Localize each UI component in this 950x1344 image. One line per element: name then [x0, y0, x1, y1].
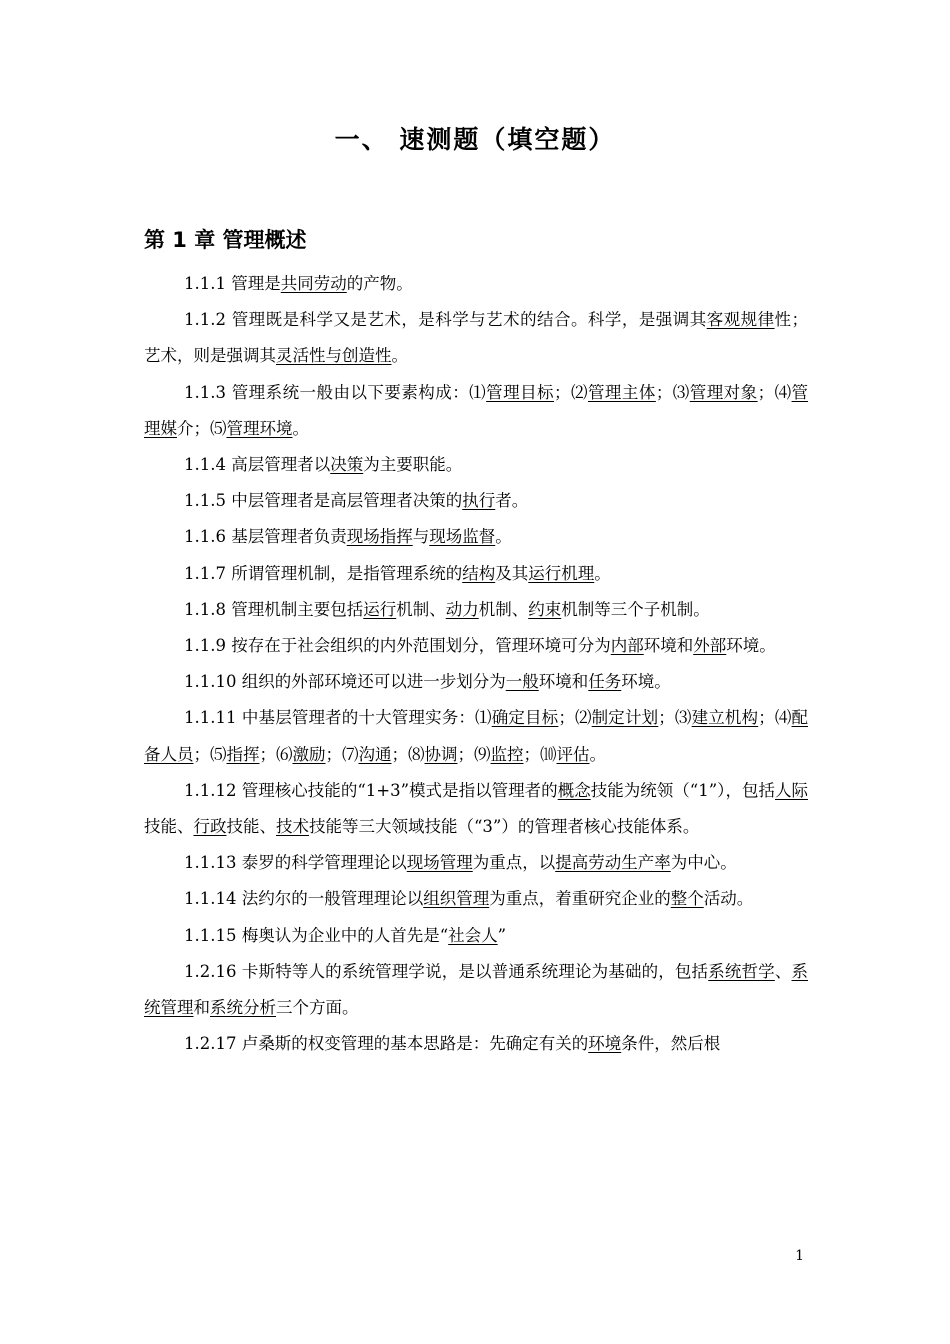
- question-text: 1.1.1 管理是: [184, 274, 281, 293]
- question-text: 与: [412, 527, 430, 547]
- blank-answer: 约束: [528, 599, 562, 619]
- question-text: 1.2.17 卢桑斯的权变管理的基本思路是：先确定有关的: [184, 1034, 589, 1054]
- blank-answer: 环境: [588, 1034, 622, 1054]
- question-text: 者。: [495, 491, 529, 511]
- blank-answer: 任务: [588, 672, 622, 692]
- blank-answer: 人际: [775, 780, 809, 800]
- chapter-heading: 第 1 章 管理概述: [144, 228, 307, 252]
- question-text: ；⑶: [655, 382, 690, 402]
- question-text: ；⑽: [523, 744, 557, 764]
- blank-answer: 技术: [276, 817, 309, 837]
- blank-answer: 行政: [193, 817, 227, 837]
- question-text: 为重点，着重研究企业的: [489, 889, 671, 909]
- blank-answer: 动力: [445, 599, 479, 619]
- question-text: 为重点，以: [472, 853, 556, 873]
- question-text: 机制等三个子机制。: [561, 599, 710, 619]
- page-number: 1: [795, 1248, 804, 1264]
- question-text: 为中心。: [670, 853, 737, 873]
- blank-answer: 确定目标: [491, 708, 559, 728]
- question-text: 性；艺术，则是强调其: [144, 310, 809, 366]
- question-text: 。: [292, 418, 309, 438]
- blank-answer: 社会人: [448, 925, 498, 945]
- blank-answer: 运行: [363, 599, 397, 619]
- blank-answer: 一般: [505, 672, 539, 692]
- blank-answer: 系统分析: [210, 998, 276, 1018]
- question-text: ”: [497, 925, 507, 945]
- question-item: [144, 664, 808, 700]
- question-text: 环境和: [538, 672, 589, 692]
- question-item: [144, 592, 808, 628]
- question-item: [144, 375, 808, 447]
- question-text: 1.1.12 管理核心技能的“1+3”模式是指以管理者的: [184, 780, 558, 800]
- question-text: 条件，然后根: [621, 1034, 721, 1054]
- question-text: 1.1.5 中层管理者是高层管理者决策的: [184, 491, 463, 511]
- question-item: [144, 1026, 808, 1062]
- blank-answer: 管理媒: [144, 382, 809, 438]
- blank-answer: 概念: [557, 780, 591, 800]
- blank-answer: 协调: [424, 744, 458, 764]
- question-text: 1.1.10 组织的外部环境还可以进一步划分为: [184, 672, 506, 692]
- blank-answer: 现场管理: [406, 853, 473, 873]
- question-item: [144, 954, 808, 1026]
- question-item: [144, 628, 808, 664]
- blank-answer: 监控: [490, 744, 524, 764]
- question-item: [144, 483, 808, 519]
- question-text: ；⑷: [757, 382, 792, 402]
- question-text: 1.2.16 卡斯特等人的系统管理学说，是以普通系统理论为基础的，包括: [184, 961, 709, 981]
- blank-answer: 指挥: [226, 744, 260, 764]
- blank-answer: 现场监督: [429, 527, 496, 547]
- question-text: ；⑹: [259, 744, 293, 764]
- blank-answer: 整个: [670, 889, 704, 909]
- question-text: 1.1.2 管理既是科学又是艺术，是科学与艺术的结合。科学，是强调其: [184, 310, 707, 330]
- question-item: [144, 700, 808, 772]
- question-text: ；⑸: [193, 744, 227, 764]
- question-item: [144, 302, 808, 374]
- blank-answer: 系统管理: [144, 961, 808, 1018]
- page-number-container: [0, 1248, 950, 1264]
- question-text: ；⑶: [658, 708, 692, 728]
- question-item: [144, 845, 808, 881]
- question-text: 环境和: [643, 636, 694, 656]
- blank-answer: 管理主体: [587, 382, 656, 402]
- question-text: 为主要职能。: [363, 455, 463, 475]
- blank-answer: 管理环境: [226, 418, 293, 438]
- question-text: 1.1.9 按存在于社会组织的内外范围划分，管理环境可分为: [184, 636, 611, 656]
- blank-answer: 评估: [556, 744, 590, 764]
- question-item: [144, 519, 808, 555]
- question-text: 环境。: [621, 672, 671, 692]
- question-text: 。: [391, 346, 408, 366]
- blank-answer: 管理目标: [486, 382, 555, 402]
- question-text: 机制、: [396, 599, 446, 619]
- page-title: 一、 速测题（填空题）: [334, 125, 616, 154]
- question-text: 。: [495, 527, 512, 547]
- question-text: 、: [774, 961, 792, 981]
- question-text: 1.1.8 管理机制主要包括: [184, 599, 364, 619]
- question-text: 环境。: [726, 636, 776, 656]
- question-text: 技能、: [226, 817, 276, 837]
- question-text: 1.1.6 基层管理者负责: [184, 527, 347, 547]
- blank-answer: 建立机构: [691, 708, 759, 728]
- question-item: [144, 447, 808, 483]
- question-text: ；⑷: [758, 708, 792, 728]
- blank-answer: 管理对象: [689, 382, 758, 402]
- question-text: 。: [589, 744, 606, 764]
- question-text: ；⑻: [391, 744, 425, 764]
- blank-answer: 决策: [330, 455, 364, 475]
- blank-answer: 激励: [292, 744, 326, 764]
- question-text: 1.1.7 所谓管理机制，是指管理系统的: [184, 563, 463, 583]
- blank-answer: 灵活性与创造性: [276, 346, 392, 366]
- question-text: 1.1.15 梅奥认为企业中的人首先是“: [184, 925, 449, 945]
- blank-answer: 组织管理: [423, 889, 490, 909]
- question-text: ；⑵: [554, 382, 588, 402]
- question-text: 机制、: [478, 599, 529, 619]
- question-text: 及其: [495, 563, 529, 583]
- question-text: 和: [193, 998, 210, 1018]
- blank-answer: 现场指挥: [346, 527, 413, 547]
- question-item: [144, 918, 808, 954]
- blank-answer: 系统哲学: [708, 961, 775, 981]
- question-text: 1.1.3 管理系统一般由以下要素构成：⑴: [184, 382, 487, 402]
- question-text: 的产物。: [346, 274, 413, 293]
- question-text: 1.1.14 法约尔的一般管理理论以: [184, 889, 424, 909]
- question-text: 。: [594, 563, 611, 583]
- blank-answer: 内部: [610, 636, 644, 656]
- question-list: [144, 266, 808, 1062]
- blank-answer: 运行机理: [528, 563, 595, 583]
- blank-answer: 客观规律: [706, 310, 775, 330]
- blank-answer: 提高劳动生产率: [555, 853, 671, 873]
- question-text: 介；⑸: [177, 418, 227, 438]
- blank-answer: 配备人员: [144, 708, 809, 764]
- question-item: [144, 266, 808, 302]
- question-text: ；⑺: [325, 744, 359, 764]
- question-text: 三个方面。: [276, 998, 359, 1018]
- question-text: 技能为统领（“1”），包括: [590, 780, 775, 800]
- blank-answer: 外部: [693, 636, 727, 656]
- blank-answer: 制定计划: [591, 708, 659, 728]
- question-item: [144, 556, 808, 592]
- question-text: 1.1.11 中基层管理者的十大管理实务：⑴: [184, 708, 492, 728]
- question-text: 技能等三大领域技能（“3”）的管理者核心技能体系。: [309, 817, 700, 837]
- blank-answer: 结构: [462, 563, 496, 583]
- question-text: ；⑼: [457, 744, 491, 764]
- question-text: ；⑵: [558, 708, 592, 728]
- question-text: 1.1.4 高层管理者以: [184, 455, 331, 475]
- question-text: 1.1.13 泰罗的科学管理理论以: [184, 853, 407, 873]
- question-item: [144, 773, 808, 845]
- question-text: 活动。: [703, 889, 754, 909]
- question-item: [144, 881, 808, 917]
- blank-answer: 沟通: [358, 744, 392, 764]
- blank-answer: 共同劳动: [280, 274, 347, 293]
- question-text: 技能、: [144, 817, 194, 837]
- blank-answer: 执行: [462, 491, 496, 511]
